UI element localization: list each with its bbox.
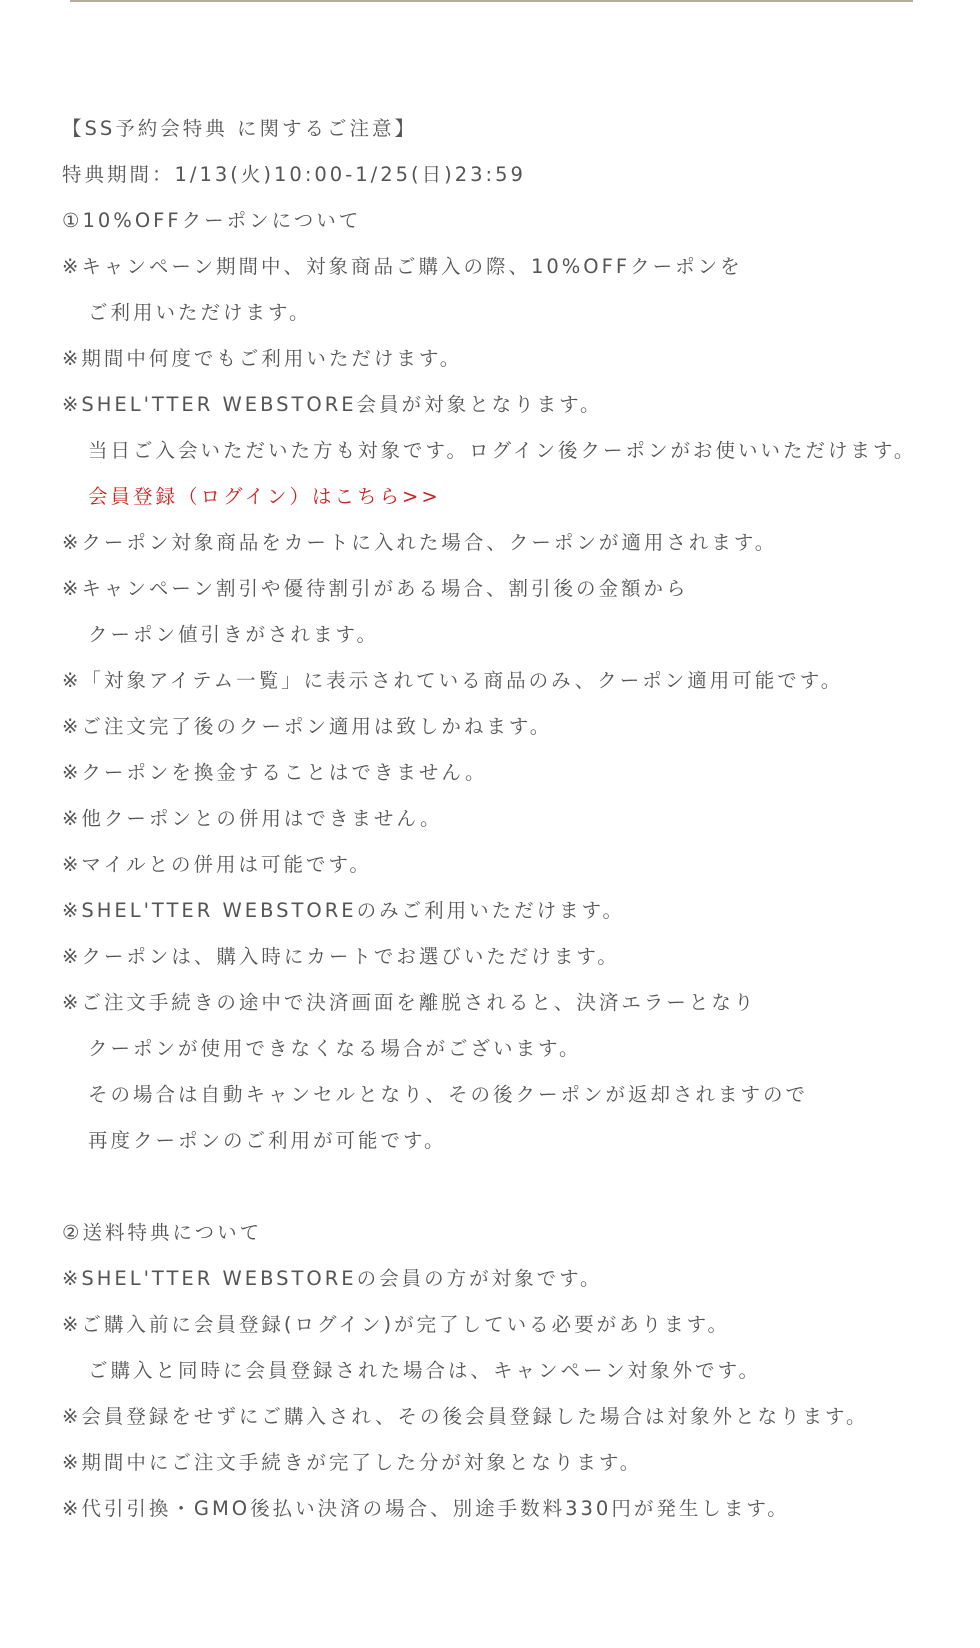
- top-divider: [70, 0, 913, 2]
- notice-line: 当日ご入会いただいた方も対象です。ログイン後クーポンがお使いいただけます。: [88, 439, 917, 462]
- notice-line: ※「対象アイテム一覧」に表示されている商品のみ、クーポン適用可能です。: [62, 669, 844, 692]
- notice-line: ※SHEL'TTER WEBSTOREの会員の方が対象です。: [62, 1267, 603, 1290]
- notice-line: その場合は自動キャンセルとなり、その後クーポンが返却されますので: [88, 1083, 809, 1106]
- notice-line: ※キャンペーン期間中、対象商品ご購入の際、10%OFFクーポンを: [62, 255, 743, 278]
- notice-line: ※クーポン対象商品をカートに入れた場合、クーポンが適用されます。: [62, 531, 778, 554]
- notice-line: ご利用いただけます。: [88, 301, 312, 324]
- section2-title: ②送料特典について: [62, 1221, 263, 1244]
- campaign-notice: [62, 106, 962, 1532]
- notice-line: ※他クーポンとの併用はできません。: [62, 807, 443, 830]
- notice-line: ※キャンペーン割引や優待割引がある場合、割引後の金額から: [62, 577, 689, 600]
- notice-line: ※代引引換・GMO後払い決済の場合、別途手数料330円が発生します。: [62, 1497, 790, 1520]
- notice-line: ※SHEL'TTER WEBSTORE会員が対象となります。: [62, 393, 603, 416]
- login-link-row: [62, 474, 962, 520]
- notice-line: ※マイルとの併用は可能です。: [62, 853, 372, 876]
- notice-line: 再度クーポンのご利用が可能です。: [88, 1129, 447, 1152]
- notice-line: ※クーポンを換金することはできません。: [62, 761, 488, 784]
- notice-line: ※会員登録をせずにご購入され、その後会員登録した場合は対象外となります。: [62, 1405, 869, 1428]
- notice-line: ※ご注文完了後のクーポン適用は致しかねます。: [62, 715, 553, 738]
- notice-line: ※ご購入前に会員登録(ログイン)が完了している必要があります。: [62, 1313, 731, 1336]
- notice-line: ※期間中にご注文手続きが完了した分が対象となります。: [62, 1451, 643, 1474]
- notice-heading: 【SS予約会特典 に関するご注意】: [62, 117, 417, 140]
- campaign-period: 特典期間：1/13(火)10:00-1/25(日)23:59: [62, 163, 526, 186]
- notice-line: クーポンが使用できなくなる場合がございます。: [88, 1037, 582, 1060]
- section-spacer: [62, 1164, 962, 1210]
- member-login-link[interactable]: 会員登録（ログイン）はこちら>>: [88, 485, 441, 508]
- notice-line: ※SHEL'TTER WEBSTOREのみご利用いただけます。: [62, 899, 626, 922]
- notice-line: クーポン値引きがされます。: [88, 623, 379, 646]
- notice-line: ※期間中何度でもご利用いただけます。: [62, 347, 463, 370]
- notice-line: ご購入と同時に会員登録された場合は、キャンペーン対象外です。: [88, 1359, 762, 1382]
- section1-title: ①10%OFFクーポンについて: [62, 209, 362, 232]
- notice-line: ※クーポンは、購入時にカートでお選びいただけます。: [62, 945, 620, 968]
- notice-line: ※ご注文手続きの途中で決済画面を離脱されると、決済エラーとなり: [62, 991, 757, 1014]
